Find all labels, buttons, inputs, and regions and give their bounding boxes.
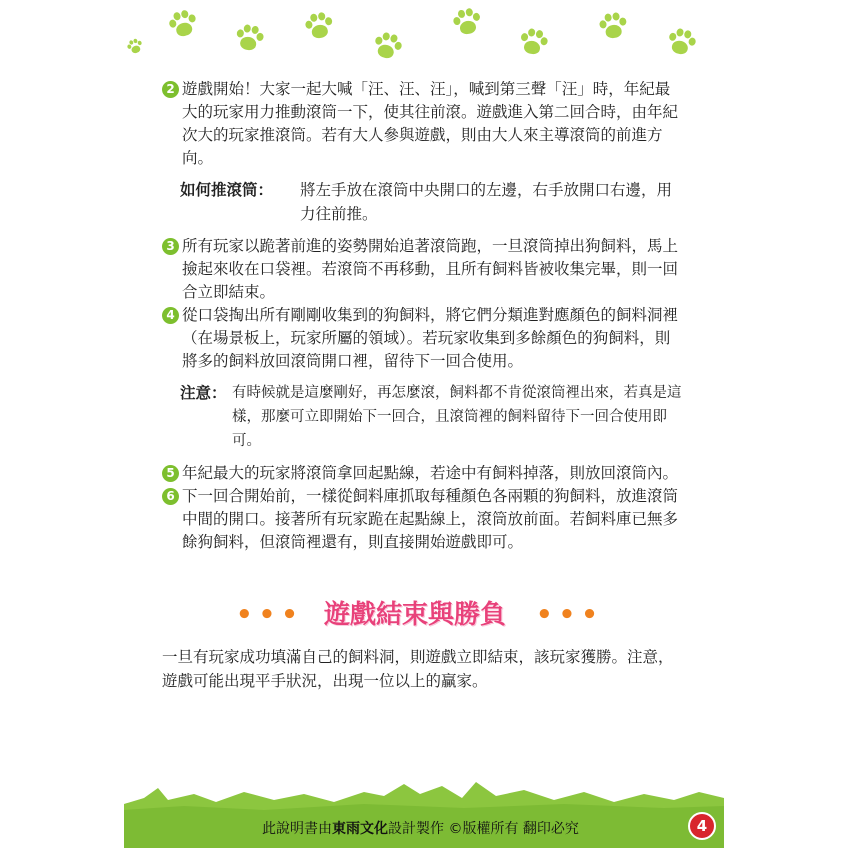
step-3 — [162, 235, 682, 304]
caution-note — [180, 381, 682, 453]
step-4 — [162, 304, 682, 373]
step-text: 從口袋掏出所有剛剛收集到的狗飼料，將它們分類進對應顏色的飼料洞裡（在場景板上，玩家所屬的領域）。若玩家收集到多餘顏色的狗飼料，則將多的飼料放回滾筒開口裡，留待下一回合使用。 — [182, 306, 679, 370]
note-label: 如何推滾筒： — [180, 181, 274, 199]
note-label: 注意： — [180, 384, 227, 402]
paw-print-icon — [124, 36, 145, 57]
paw-print-icon — [232, 22, 267, 57]
section-title: 遊戲結束與勝負 — [324, 600, 507, 630]
step-number-badge: 3 — [162, 238, 179, 255]
step-text: 所有玩家以跪著前進的姿勢開始追著滾筒跑，一旦滾筒掉出狗飼料，馬上撿起來收在口袋裡。若滾筒不再移動，且所有飼料皆被收集完畢，則一回合立即結束。 — [182, 237, 679, 301]
ending-paragraph: 一旦有玩家成功填滿自己的飼料洞，則遊戲立即結束，該玩家獲勝。注意，遊戲可能出現平手狀況，出現一位以上的贏家。 — [162, 648, 674, 690]
paw-print-icon — [663, 25, 699, 61]
paw-print-icon — [165, 7, 202, 44]
decorative-dots: ••• — [536, 600, 604, 630]
step-2 — [162, 78, 682, 170]
section-heading — [236, 594, 616, 630]
paw-print-icon — [596, 10, 630, 44]
paw-print-icon — [449, 5, 485, 41]
step-number-badge: 2 — [162, 81, 179, 98]
decorative-dots: ••• — [236, 600, 304, 630]
paw-print-icon — [369, 29, 406, 66]
note-text: 將左手放在滾筒中央開口的左邊，右手放開口右邊，用力往前推。 — [300, 181, 673, 223]
step-5 — [162, 462, 682, 485]
step-number-badge: 4 — [162, 307, 179, 324]
step-text: 下一回合開始前，一樣從飼料庫抓取每種顏色各兩顆的狗飼料，放進滾筒中間的開口。接著所有玩家跪在起點線上，滾筒放前面。若飼料庫已無多餘狗飼料，但滾筒裡還有，則直接開始遊戲即可。 — [182, 487, 679, 551]
publisher-name: 東雨文化 — [332, 821, 388, 837]
step-text: 年紀最大的玩家將滾筒拿回起點線，若途中有飼料掉落，則放回滾筒內。 — [182, 464, 679, 482]
step-6 — [162, 485, 682, 554]
step-text: 遊戲開始！大家一起大喊「汪、汪、汪」，喊到第三聲「汪」時，年紀最大的玩家用力推動滾筒一下，使其往前滾。遊戲進入第二回合時，由年紀次大的玩家推滾筒。若有大人參與遊戲，則由大人來主導滾筒的前進方向。 — [182, 80, 679, 167]
step-number-badge: 6 — [162, 488, 179, 505]
how-to-push-note — [180, 178, 682, 226]
paw-print-icon — [515, 25, 551, 61]
copyright-footer: 此說明書由東雨文化設計製作 ©版權所有 翻印必究 — [262, 821, 579, 837]
note-text: 有時候就是這麼剛好，再怎麼滾，飼料都不肯從滾筒裡出來，若真是這樣，那麼可立即開始下一回合，且滾筒裡的飼料留待下一回合使用即可。 — [232, 385, 682, 449]
page-number-badge: 4 — [688, 812, 716, 840]
step-number-badge: 5 — [162, 465, 179, 482]
paw-print-icon — [302, 10, 337, 45]
instructions-body — [162, 78, 682, 554]
